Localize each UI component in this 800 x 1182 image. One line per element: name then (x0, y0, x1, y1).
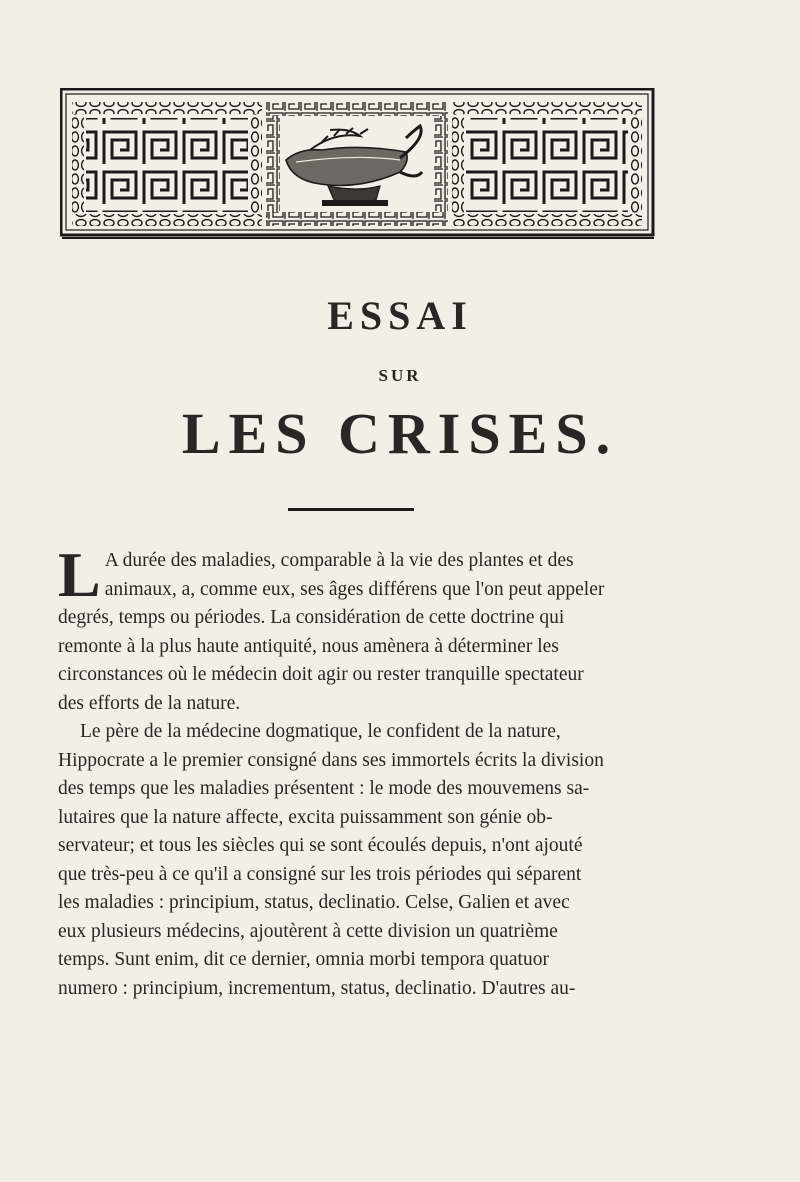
title-les-crises: LES CRISES. (181, 401, 619, 466)
text-line: les maladies : principium, status, declinatio. Celse, Galien et avec (58, 892, 570, 913)
header-ornament (60, 88, 656, 240)
title-sur: SUR (378, 366, 422, 385)
text-line: eux plusieurs médecins, ajoutèrent à cette division un quatrième (58, 920, 558, 942)
drop-cap: L (58, 539, 101, 610)
title-essai: ESSAI (327, 293, 473, 338)
text-line: lutaires que la nature affecte, excita puissamment son génie ob- (58, 806, 553, 828)
title-rule (288, 508, 414, 511)
paragraph-2 (58, 718, 658, 1003)
text-line: remonte à la plus haute antiquité, nous amènera à déterminer les (58, 635, 559, 657)
text-line: A durée des maladies, comparable à la vie des plantes et des (104, 550, 574, 571)
text-line: des efforts de la nature. (58, 692, 241, 714)
text-line: Hippocrate a le premier consigné dans ses immortels écrits la division (58, 749, 604, 771)
text-line: circonstances où le médecin doit agir ou rester tranquille spectateur (58, 664, 584, 685)
text-line: servateur; et tous les siècles qui se sont écoulés depuis, n'ont ajouté (58, 835, 583, 856)
text-line: temps. Sunt enim, dit ce dernier, omnia morbi tempora quatuor (58, 949, 549, 970)
text-line: animaux, a, comme eux, ses âges différens que l'on peut appeler (104, 578, 605, 600)
text-line: des temps que les maladies présentent : le mode des mouvemens sa- (58, 778, 590, 799)
text-line: degrés, temps ou périodes. La considération de cette doctrine qui (58, 607, 565, 628)
body-text (58, 539, 658, 1003)
text-line: que très-peu à ce qu'il a consigné sur les trois périodes qui séparent (58, 863, 582, 885)
text-line: numero : principium, incrementum, status, declinatio. D'autres au- (58, 977, 576, 999)
text-line: Le père de la médecine dogmatique, le confident de la nature, (80, 721, 561, 742)
paragraph-1 (58, 539, 658, 718)
lamp-vignette (286, 126, 422, 206)
